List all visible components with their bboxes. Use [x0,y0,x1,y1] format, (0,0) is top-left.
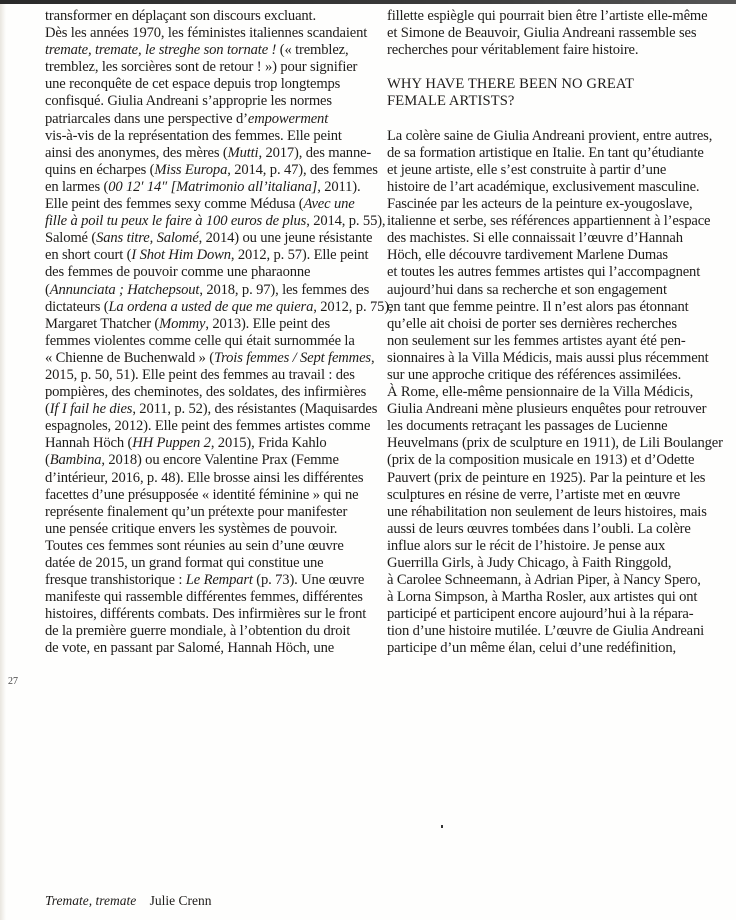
left-text-line: d’intérieur, 2016, p. 48). Elle brosse ainsi les différentes [45,469,364,486]
paragraph-gap [387,59,717,76]
right-text-line: Heuvelmans (prix de sculpture en 1911), de Lili Boulanger [387,435,723,452]
left-text-line: fresque transhistorique : Le Rempart (p. 73). Une œuvre [45,572,365,589]
right-intro-line: recherches pour véritablement faire histoire. [387,42,639,59]
right-text-line: À Rome, elle-même pensionnaire de la Villa Médicis, [387,384,694,401]
right-text-line: (prix de la composition musicale en 1913) et d’Odette [387,452,695,469]
left-text-line: « Chienne de Buchenwald » (Trois femmes / Sept femmes, [45,349,375,366]
left-text-line: (If I fail he dies, 2011, p. 52), des résistantes (Maquisardes [45,401,378,418]
left-text-line: transformer en déplaçant son discours excluant. [45,8,316,24]
left-text-line: de la première guerre mondiale, à l’obtention du droit [45,623,351,640]
right-text-line: Pauvert (prix de peinture en 1925). Par la peinture et les [387,469,706,486]
left-text-line: Margaret Thatcher (Mommy, 2013). Elle peint des [45,315,331,332]
footer-title: Tremate, tremate [45,893,137,908]
right-text-line: histoire de l’art académique, exclusivement masculine. [387,178,700,195]
left-text-line: histoires, différents combats. Des infirmières sur le front [45,606,367,623]
right-text-line: une réhabilitation non seulement de leurs histoires, mais [387,503,707,520]
right-text-line: de sa formation artistique en Italie. En tant qu’étudiante [387,144,704,161]
right-text-line: en tant que femme peintre. Il n’est alors pas étonnant [387,298,689,315]
left-text-line: en larmes (00 12′ 14″ [Matrimonio all’italiana], 2011). [45,178,361,195]
heading-line: WHY HAVE THERE BEEN NO GREAT [387,76,634,93]
left-text-line: Hannah Höch (HH Puppen 2, 2015), Frida Kahlo [45,435,327,452]
right-text-line: aussi de leurs œuvres tombées dans l’oubli. La colère [387,520,691,537]
left-text-line: datée de 2015, un grand format qui constitue une [45,555,324,571]
left-text-line: ainsi des anonymes, des mères (Mutti, 2017), des manne- [45,144,372,161]
right-column [387,8,723,658]
right-body-paragraph [387,127,723,658]
page-number: 27 [8,676,18,687]
right-text-line: sculptures en résine de verre, l’artiste met en œuvre [387,486,681,503]
right-text-line: et jeune artiste, elle s’est construite à partir d’une [387,161,667,178]
left-text-line: dictateurs (La ordena a usted de que me quiera, 2012, p. 75), [45,298,393,315]
right-text-line: aujourd’hui dans sa recherche et son engagement [387,281,667,298]
right-text-line: des machistes. Si elle connaissait l’œuvre d’Hannah [387,230,683,247]
left-text-line: une reconquête de cet espace depuis trop longtemps [45,76,341,93]
scan-top-edge [0,0,736,4]
right-text-line: sionnaires à la Villa Médicis, mais aussi plus récemment [387,349,709,366]
right-text-line: Höch, elle découvre tardivement Marlene Dumas [387,247,668,264]
right-text-line: à Lorna Simpson, à Martha Rosler, aux artistes qui ont [387,589,698,606]
left-text-line: confisqué. Giulia Andreani s’approprie les normes [45,93,332,110]
left-text-line: espagnoles, 2012). Elle peint des femmes artistes comme [45,418,371,435]
left-text-line: des femmes de pouvoir comme une pharaonne [45,264,311,281]
heading-line: FEMALE ARTISTS? [387,93,515,110]
right-text-line: La colère saine de Giulia Andreani provient, entre autres, [387,127,713,144]
left-text-line: (Bambina, 2018) ou encore Valentine Prax (Femme [45,452,339,469]
left-text-line: une pensée critique envers les systèmes de pouvoir. [45,520,338,537]
page-gutter-shadow [0,4,6,920]
right-text-line: et toutes les autres femmes artistes qui l’accompagnent [387,264,701,281]
left-text-line: Toutes ces femmes sont réunies au sein d’une œuvre [45,537,344,554]
left-text-line: tremate, tremate, le streghe son tornate ! (« tremblez, [45,42,349,59]
right-text-line: tion d’une histoire mutilée. L’œuvre de Giulia Andreani [387,623,705,640]
scan-speck [441,825,443,828]
left-text-line: fille à poil tu peux le faire à 100 euros de plus, 2014, p. 55), [45,213,386,230]
left-text-line: de vote, en passant par Salomé, Hannah Höch, une [45,640,335,657]
left-text-line: facettes d’une présupposée « identité féminine » qui ne [45,486,359,503]
right-text-line: italienne et serbe, ses références appartiennent à l’espace [387,213,711,230]
right-text-line: Fascinée par les acteurs de la peinture ex-yougoslave, [387,196,693,213]
section-heading [387,76,717,110]
right-text-line: à Carolee Schneemann, à Adrian Piper, à Nancy Spero, [387,572,701,589]
right-text-line: influe alors sur le récit de l’histoire. Je pense aux [387,537,666,554]
right-text-line: participé et participent encore aujourd’hui à la répara- [387,606,694,623]
left-text-line: (Annunciata ; Hatchepsout, 2018, p. 97), les femmes des [45,281,370,298]
footer-author: Julie Crenn [149,893,212,908]
right-text-line: qu’elle ait choisi de porter ses dernières recherches [387,315,677,332]
left-text-line: 2015, p. 50, 51). Elle peint des femmes au travail : des [45,366,355,383]
left-text-line: Salomé (Sans titre, Salomé, 2014) ou une jeune résistante [45,230,373,247]
left-text-line: femmes violentes comme celle qui était surnommée la [45,332,355,349]
right-text-line: sur une approche critique des références assimilées. [387,366,682,383]
right-intro-line: fillette espiègle qui pourrait bien être l’artiste elle-même [387,8,708,24]
left-column [45,8,393,658]
right-text-line: non seulement sur les femmes artistes ayant été pen- [387,332,686,349]
right-text-line: les documents retraçant les passages de Lucienne [387,418,668,435]
left-text-line: pompières, des cheminotes, des soldates, des infirmières [45,384,367,401]
left-text-line: manifeste qui rassemble différentes femmes, différentes [45,589,363,606]
left-text-line: vis-à-vis de la représentation des femmes. Elle peint [45,127,342,144]
left-text-line: tremblez, les sorcières sont de retour ! ») pour signifier [45,59,358,76]
right-text-line: Giulia Andreani mène plusieurs enquêtes pour retrouver [387,401,707,418]
left-text-line: Dès les années 1970, les féministes italiennes scandaient [45,25,368,42]
left-text-line: en short court (I Shot Him Down, 2012, p. 57). Elle peint [45,247,369,264]
right-intro-line: et Simone de Beauvoir, Giulia Andreani rassemble ses [387,25,697,42]
right-text-line: participe d’un même élan, celui d’une redéfinition, [387,640,676,657]
left-text-line: patriarcales dans une perspective d’empowerment [45,110,329,127]
left-text-line: Elle peint des femmes sexy comme Médusa (Avec une [45,196,355,213]
paragraph-gap [387,111,717,128]
left-text-line: représente finalement qu’un prétexte pour manifester [45,503,348,520]
running-footer [45,893,212,909]
left-text-line: quins en écharpes (Miss Europa, 2014, p. 47), des femmes [45,161,378,178]
right-intro-paragraph [387,8,717,59]
right-text-line: Guerrilla Girls, à Judy Chicago, à Faith Ringgold, [387,555,672,571]
